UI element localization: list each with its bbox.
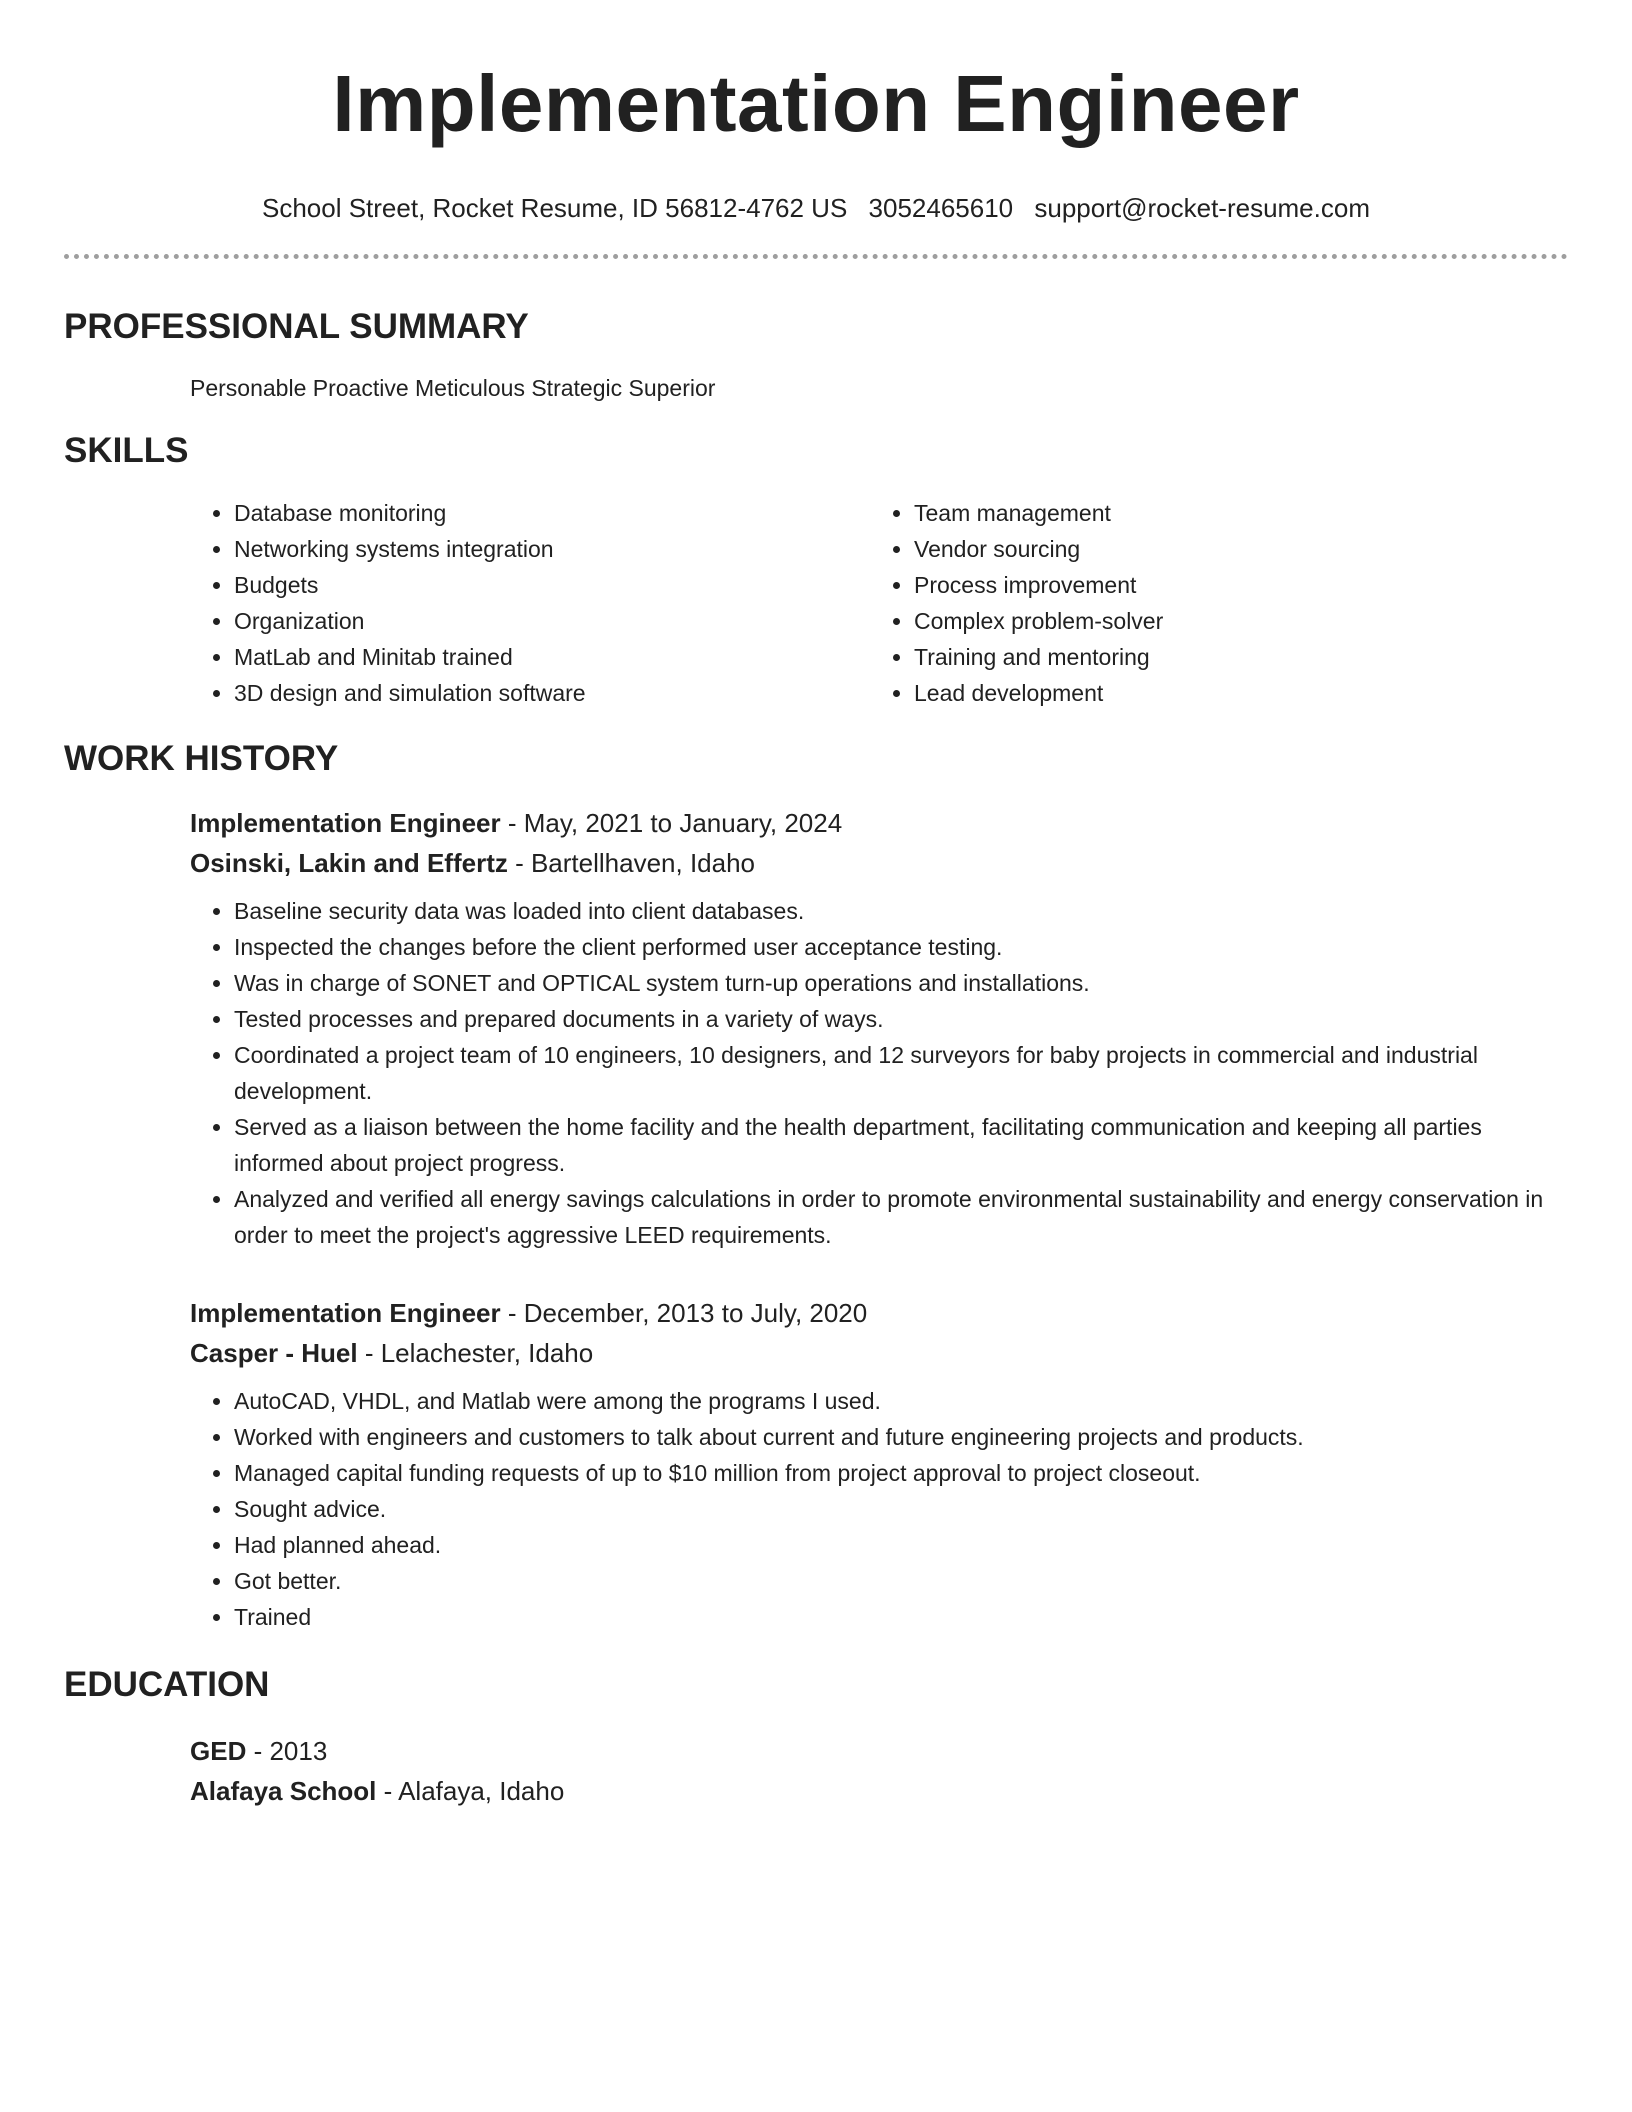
skill-item: • Organization [234, 603, 870, 639]
job-role: Implementation Engineer [190, 1298, 501, 1328]
job-duty: • Was in charge of SONET and OPTICAL system turn-up operations and installations. [234, 965, 1568, 1001]
job-title-line [190, 803, 1568, 843]
job-duty: • Baseline security data was loaded into client databases. [234, 893, 1568, 929]
contact-address: School Street, Rocket Resume, ID 56812-4762 US [261, 193, 848, 223]
job-duty: • Analyzed and verified all energy savings calculations in order to promote environmental sustainability and energy conservation in order to meet the project's aggressive LEED requirements. [234, 1181, 1568, 1253]
job-location: - Bartellhaven, Idaho [507, 848, 756, 878]
skills-list-left [190, 495, 870, 711]
job-dates: - May, 2021 to January, 2024 [500, 808, 843, 838]
job-duty: • Got better. [234, 1563, 1568, 1599]
contact-email: support@rocket-resume.com [1034, 193, 1370, 223]
job-location: - Lelachester, Idaho [357, 1338, 594, 1368]
summary-text: Personable Proactive Meticulous Strategic Superior [190, 375, 716, 401]
candidate-name: Implementation Engineer [332, 59, 1300, 148]
summary-heading: PROFESSIONAL SUMMARY [64, 307, 529, 346]
skill-item: • Lead development [914, 675, 1550, 711]
skill-item: • 3D design and simulation software [234, 675, 870, 711]
skill-item: • Team management [914, 495, 1550, 531]
skills-grid [64, 495, 1568, 711]
resume-page [64, 0, 1568, 1811]
job-duty: • Trained [234, 1599, 1568, 1635]
education-degree-line [190, 1731, 1568, 1771]
education-location: - Alafaya, Idaho [376, 1776, 565, 1806]
job-duty: • Had planned ahead. [234, 1527, 1568, 1563]
job-company: Casper - Huel [190, 1338, 358, 1368]
education-school: Alafaya School [190, 1776, 377, 1806]
resume-header [64, 0, 1568, 224]
job-duty: • Coordinated a project team of 10 engineers, 10 designers, and 12 surveyors for baby projects in commercial and industrial development. [234, 1037, 1568, 1109]
skill-item: • Budgets [234, 567, 870, 603]
education-degree: GED [190, 1736, 247, 1766]
job-company-line [190, 1333, 1568, 1373]
education-entry [64, 1731, 1568, 1811]
skill-item: • Database monitoring [234, 495, 870, 531]
skill-item: • MatLab and Minitab trained [234, 639, 870, 675]
job-role: Implementation Engineer [190, 808, 501, 838]
job-duty: • Worked with engineers and customers to talk about current and future engineering projects and products. [234, 1419, 1568, 1455]
skill-item: • Process improvement [914, 567, 1550, 603]
job-duty: • Tested processes and prepared documents in a variety of ways. [234, 1001, 1568, 1037]
contact-line [64, 192, 1568, 224]
job-company: Osinski, Lakin and Effertz [190, 848, 508, 878]
job-duties-list [190, 1383, 1568, 1635]
contact-phone: 3052465610 [868, 193, 1014, 223]
skills-column-left [190, 495, 870, 711]
job-entry [64, 1293, 1568, 1635]
skills-heading: SKILLS [64, 431, 189, 470]
job-duty: • Managed capital funding requests of up to $10 million from project approval to project closeout. [234, 1455, 1568, 1491]
education-school-line [190, 1771, 1568, 1811]
skills-list-right [870, 495, 1550, 711]
skills-column-right [870, 495, 1550, 711]
job-dates: - December, 2013 to July, 2020 [500, 1298, 868, 1328]
job-duty: • Served as a liaison between the home facility and the health department, facilitating communication and keeping all parties informed about project progress. [234, 1109, 1568, 1181]
education-heading: EDUCATION [64, 1665, 270, 1704]
skill-item: • Networking systems integration [234, 531, 870, 567]
job-duty: • Sought advice. [234, 1491, 1568, 1527]
job-title-line [190, 1293, 1568, 1333]
header-divider [64, 254, 1568, 259]
job-entry [64, 803, 1568, 1253]
skill-item: • Training and mentoring [914, 639, 1550, 675]
job-duties-list [190, 893, 1568, 1253]
job-duty: • Inspected the changes before the client performed user acceptance testing. [234, 929, 1568, 965]
job-duty: • AutoCAD, VHDL, and Matlab were among the programs I used. [234, 1383, 1568, 1419]
education-year: - 2013 [246, 1736, 328, 1766]
job-company-line [190, 843, 1568, 883]
work-history-heading: WORK HISTORY [64, 739, 339, 778]
skill-item: • Complex problem-solver [914, 603, 1550, 639]
skill-item: • Vendor sourcing [914, 531, 1550, 567]
